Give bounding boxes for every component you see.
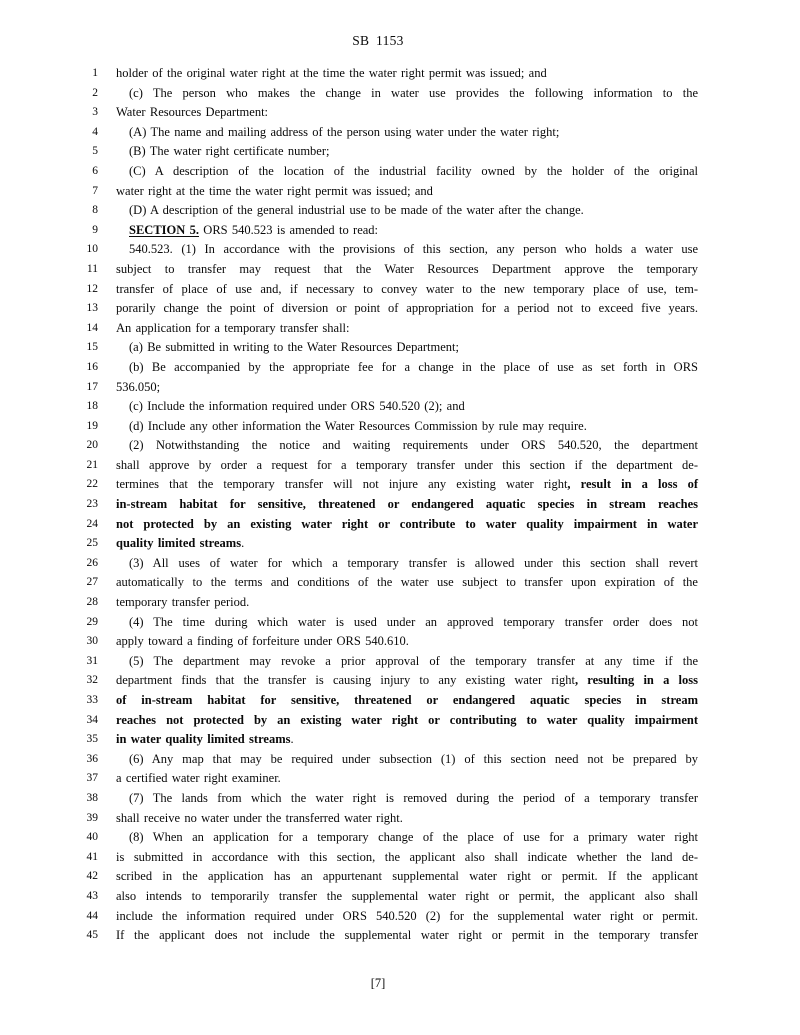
text-segment: (a) Be submitted in writing to the Water Resources Department; xyxy=(129,340,459,355)
line-number: 45 xyxy=(86,929,98,942)
text-line xyxy=(0,338,800,358)
line-number: 36 xyxy=(86,752,98,765)
text-segment: (D) A description of the general industrial use to be made of the water after the change. xyxy=(129,203,584,218)
line-number: 9 xyxy=(92,223,98,236)
text-segment: If the applicant does not include the supplemental water right or permit in the temporary transfer xyxy=(116,928,698,943)
line-text xyxy=(116,182,698,202)
text-line xyxy=(0,358,800,378)
text-line xyxy=(0,730,800,750)
text-segment: 540.523. (1) In accordance with the provisions of this section, any person who holds a water use xyxy=(129,242,698,257)
text-segment: temporary transfer period. xyxy=(116,595,250,610)
text-line xyxy=(0,671,800,691)
line-number: 29 xyxy=(86,615,98,628)
line-text xyxy=(116,613,698,633)
text-segment: 536.050; xyxy=(116,379,161,394)
text-segment: (5) The department may revoke a prior approval of the temporary transfer at any time if the xyxy=(129,653,698,668)
text-line xyxy=(0,887,800,907)
line-text xyxy=(116,711,698,731)
text-line xyxy=(0,280,800,300)
line-number: 15 xyxy=(86,341,98,354)
line-number: 32 xyxy=(86,674,98,687)
text-line xyxy=(0,848,800,868)
text-segment: (8) When an application for a temporary change of the place of use for a primary water right xyxy=(129,830,698,845)
text-segment: shall approve by order a request for a temporary transfer under this section if the department de- xyxy=(116,457,698,472)
text-line xyxy=(0,260,800,280)
line-number: 7 xyxy=(92,184,98,197)
text-segment: (d) Include any other information the Water Resources Commission by rule may require. xyxy=(129,418,587,433)
line-number: 20 xyxy=(86,439,98,452)
text-segment: automatically to the terms and conditions of the water use subject to transfer upon expiration of the xyxy=(116,575,698,590)
text-line xyxy=(0,554,800,574)
line-number: 37 xyxy=(86,772,98,785)
line-number: 4 xyxy=(92,125,98,138)
line-text xyxy=(116,123,698,143)
line-text xyxy=(116,475,698,495)
line-number: 17 xyxy=(86,380,98,393)
line-text xyxy=(116,280,698,300)
amended-text-segment: , resulting in a loss xyxy=(574,673,698,688)
line-text xyxy=(116,730,698,750)
text-line xyxy=(0,515,800,535)
line-text xyxy=(116,319,698,339)
line-number: 43 xyxy=(86,889,98,902)
bill-text-body xyxy=(0,64,800,946)
line-number: 27 xyxy=(86,576,98,589)
text-line xyxy=(0,593,800,613)
text-line xyxy=(0,652,800,672)
line-text xyxy=(116,573,698,593)
line-text xyxy=(116,554,698,574)
text-line xyxy=(0,84,800,104)
line-text xyxy=(116,221,698,241)
text-line xyxy=(0,613,800,633)
line-text xyxy=(116,456,698,476)
line-text xyxy=(116,534,698,554)
amended-text-segment: in-stream habitat for sensitive, threatened or endangered aquatic species in stream reaches xyxy=(116,497,698,512)
line-number: 41 xyxy=(86,850,98,863)
line-number: 2 xyxy=(92,86,98,99)
line-text xyxy=(116,789,698,809)
line-number: 1 xyxy=(92,67,98,79)
line-text xyxy=(116,162,698,182)
line-text xyxy=(116,887,698,907)
text-line xyxy=(0,221,800,241)
text-line xyxy=(0,495,800,515)
line-number: 11 xyxy=(86,262,98,275)
line-number: 22 xyxy=(86,478,98,491)
text-line xyxy=(0,828,800,848)
text-line xyxy=(0,789,800,809)
line-number: 38 xyxy=(86,791,98,804)
line-number: 42 xyxy=(86,870,98,883)
line-text xyxy=(116,103,698,123)
line-number: 21 xyxy=(86,458,98,471)
line-number: 39 xyxy=(86,811,98,824)
text-segment: ORS 540.523 is amended to read: xyxy=(198,222,379,237)
line-number: 12 xyxy=(86,282,98,295)
text-segment: (c) The person who makes the change in water use provides the following information to the xyxy=(129,85,698,100)
text-line xyxy=(0,475,800,495)
line-number: 26 xyxy=(86,556,98,569)
text-segment: (C) A description of the location of the industrial facility owned by the holder of the original xyxy=(129,163,698,178)
line-number: 8 xyxy=(92,204,98,217)
line-text xyxy=(116,926,698,946)
line-number: 34 xyxy=(86,713,98,726)
text-line xyxy=(0,632,800,652)
line-number: 44 xyxy=(86,909,98,922)
amended-text-segment: SECTION 5. xyxy=(129,222,199,237)
text-segment: (2) Notwithstanding the notice and waiting requirements under ORS 540.520, the department xyxy=(129,438,698,453)
text-segment: (b) Be accompanied by the appropriate fee for a change in the place of use as set forth in ORS xyxy=(129,359,698,374)
text-segment: (7) The lands from which the water right is removed during the period of a temporary transfer xyxy=(129,790,698,805)
line-number: 13 xyxy=(86,302,98,315)
text-segment: apply toward a finding of forfeiture under ORS 540.610. xyxy=(116,634,409,649)
text-segment: include the information required under ORS 540.520 (2) for the supplemental water right or permit. xyxy=(116,908,698,923)
line-text xyxy=(116,417,698,437)
text-segment: holder of the original water right at the time the water right permit was issued; and xyxy=(116,66,547,80)
text-line xyxy=(0,809,800,829)
line-number: 16 xyxy=(86,360,98,373)
line-text xyxy=(116,593,698,613)
text-segment: (c) Include the information required under ORS 540.520 (2); and xyxy=(129,399,465,414)
text-line xyxy=(0,240,800,260)
line-number: 6 xyxy=(92,164,98,177)
text-line xyxy=(0,534,800,554)
line-text xyxy=(116,691,698,711)
text-line xyxy=(0,319,800,339)
line-text xyxy=(116,358,698,378)
line-text xyxy=(116,201,698,221)
text-line xyxy=(0,867,800,887)
text-line xyxy=(0,123,800,143)
line-number: 23 xyxy=(86,498,98,511)
text-segment: . xyxy=(241,536,245,551)
text-line xyxy=(0,299,800,319)
text-line xyxy=(0,417,800,437)
text-line xyxy=(0,691,800,711)
text-line xyxy=(0,711,800,731)
line-number: 30 xyxy=(86,635,98,648)
line-text xyxy=(116,809,698,829)
text-segment: shall receive no water under the transferred water right. xyxy=(116,810,403,825)
line-text xyxy=(116,397,698,417)
text-line xyxy=(0,573,800,593)
text-segment: also intends to temporarily transfer the supplemental water right or permit, the applicant also shall xyxy=(116,888,698,903)
line-text xyxy=(116,260,698,280)
text-segment: Water Resources Department: xyxy=(116,105,269,120)
line-number: 28 xyxy=(86,596,98,609)
text-segment: department finds that the transfer is causing injury to any existing water right xyxy=(116,673,575,688)
text-line xyxy=(0,750,800,770)
line-number: 18 xyxy=(86,400,98,413)
line-text xyxy=(116,495,698,515)
text-line xyxy=(0,926,800,946)
text-segment: (6) Any map that may be required under subsection (1) of this section need not be prepared by xyxy=(129,751,698,766)
line-text xyxy=(116,867,698,887)
page-number-footer: [7] xyxy=(370,976,386,990)
text-segment: scribed in the application has an appurtenant supplemental water right or permit. If the applicant xyxy=(116,869,698,884)
text-line xyxy=(0,64,800,84)
text-segment: porarily change the point of diversion or point of appropriation for a period not to exceed five years. xyxy=(116,301,698,316)
line-text xyxy=(116,750,698,770)
text-segment: is submitted in accordance with this section, the applicant also shall indicate whether the land de- xyxy=(116,849,698,864)
text-segment: (B) The water right certificate number; xyxy=(129,144,330,159)
amended-text-segment: not protected by an existing water right or contribute to water quality impairment in water xyxy=(116,516,698,531)
line-number: 14 xyxy=(86,321,98,334)
text-line xyxy=(0,907,800,927)
text-segment: termines that the temporary transfer will not injure any existing water right xyxy=(116,477,568,492)
line-number: 25 xyxy=(86,537,98,550)
text-line xyxy=(0,142,800,162)
text-segment: An application for a temporary transfer shall: xyxy=(116,320,350,335)
text-line xyxy=(0,378,800,398)
line-text xyxy=(116,632,698,652)
amended-text-segment: , result in a loss of xyxy=(567,477,698,492)
line-text xyxy=(116,848,698,868)
amended-text-segment: of in-stream habitat for sensitive, threatened or endangered aquatic species in stream xyxy=(116,693,698,707)
text-segment: a certified water right examiner. xyxy=(116,771,281,786)
line-text xyxy=(116,84,698,104)
line-text xyxy=(116,436,698,456)
line-text xyxy=(116,378,698,398)
amended-text-segment: reaches not protected by an existing water right or contributing to water quality impairment xyxy=(116,712,698,727)
text-line xyxy=(0,201,800,221)
line-text xyxy=(116,652,698,672)
line-text xyxy=(116,769,698,789)
line-text xyxy=(116,671,698,691)
line-number: 35 xyxy=(86,733,98,746)
line-text xyxy=(116,142,698,162)
amended-text-segment: quality limited streams xyxy=(116,536,242,551)
line-number: 31 xyxy=(86,654,98,667)
line-text xyxy=(116,515,698,535)
text-segment: transfer of place of use and, if necessary to convey water to the new temporary place of use, tem- xyxy=(116,281,698,296)
text-segment: water right at the time the water right permit was issued; and xyxy=(116,183,433,198)
text-line xyxy=(0,456,800,476)
line-text xyxy=(116,299,698,319)
text-segment: (A) The name and mailing address of the person using water under the water right; xyxy=(129,124,560,139)
text-line xyxy=(0,436,800,456)
line-text xyxy=(116,338,698,358)
line-text xyxy=(116,828,698,848)
line-number: 40 xyxy=(86,831,98,844)
text-line xyxy=(0,397,800,417)
text-line xyxy=(0,769,800,789)
text-segment: subject to transfer may request that the Water Resources Department approve the temporary xyxy=(116,261,698,276)
bill-number-header: SB 1153 xyxy=(352,33,404,48)
line-number: 19 xyxy=(86,419,98,432)
text-segment: . xyxy=(290,732,294,747)
text-segment: (3) All uses of water for which a temporary transfer is allowed under this section shall revert xyxy=(129,555,698,570)
text-segment: (4) The time during which water is used under an approved temporary transfer order does not xyxy=(129,614,698,629)
line-number: 5 xyxy=(92,145,98,158)
line-text xyxy=(116,64,698,84)
line-number: 33 xyxy=(86,694,98,706)
text-line xyxy=(0,103,800,123)
line-text xyxy=(116,240,698,260)
line-number: 24 xyxy=(86,517,98,530)
line-number: 3 xyxy=(92,106,98,119)
text-line xyxy=(0,162,800,182)
text-line xyxy=(0,182,800,202)
line-number: 10 xyxy=(86,243,98,256)
line-text xyxy=(116,907,698,927)
amended-text-segment: in water quality limited streams xyxy=(116,732,291,747)
